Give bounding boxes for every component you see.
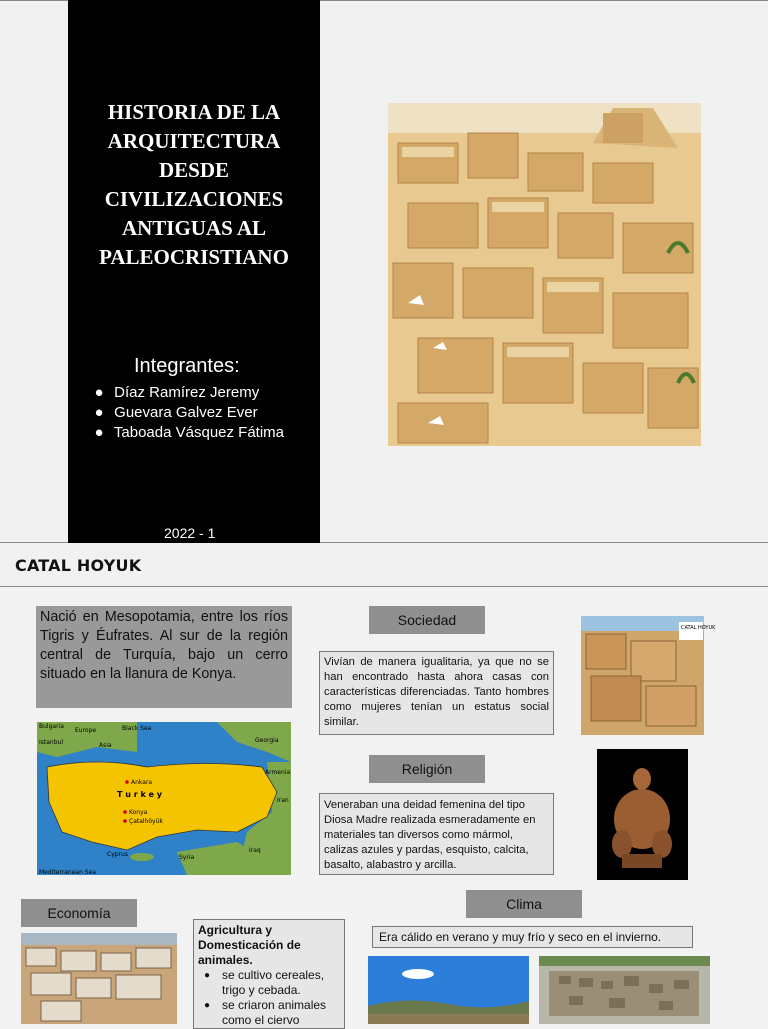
map-label: Mediterranean Sea [39,869,96,876]
religion-text: Veneraban una deidad femenina del tipo Diosa Madre realizada esmeradamente en materiales tan diversos como mármol, calizas azules y pardas, esquisto, calcita, basalto, alabastro y arcilla. [319,793,554,875]
member-name: Díaz Ramírez Jeremy [114,384,260,401]
cover-year: 2022 - 1 [164,525,216,541]
sociedad-text: Vivían de manera igualitaria, ya que no se han encontrado hasta ahora casas con características diferenciadas. Tanto hombres como mujeres tenían un estatus social similar. [319,651,554,735]
map-label: Bulgaria [39,723,64,730]
bullet-icon: ● [94,424,104,441]
map-label: Georgia [255,737,279,744]
agriculture-item: ● se criaron animales como el ciervo [198,998,340,1028]
map-label: Konya [129,809,148,816]
agriculture-item: ● se cultivo cereales, trigo y cebada. [198,968,340,998]
agriculture-title: Agricultura y Domesticación de animales. [198,923,301,967]
image-caption: CATAL HOYUK [681,625,716,631]
map-label: Istanbul [39,739,64,746]
map-label: T u r k e y [117,790,162,799]
map-label: Armenia [265,769,291,776]
turkey-map [37,722,291,875]
map-label: Çatalhöyük [129,818,163,825]
economia-label: Economía [21,899,137,927]
village-settlement-image [21,933,177,1024]
member-name: Guevara Galvez Ever [114,404,258,421]
catalhoyuk-marker [123,819,127,823]
bullet-icon: ● [94,404,104,421]
cover-title: HISTORIA DE LA ARQUITECTURA DESDE CIVILIZACIONES ANTIGUAS AL PALEOCRISTIANO [99,100,289,269]
agriculture-box [193,919,345,1029]
map-label: Europe [75,727,97,734]
ankara-marker [125,780,129,784]
map-label: Syria [179,854,195,861]
member-item [88,383,320,403]
member-name: Taboada Vásquez Fátima [113,424,285,441]
religion-label: Religión [369,755,485,783]
map-label: Ankara [131,779,153,786]
landscape-photo-excavation [539,956,710,1024]
members-list [88,383,320,443]
section-title: CATAL HOYUK [15,556,142,575]
catal-hoyuk-houses-image [581,616,716,735]
clima-label: Clima [466,890,582,918]
map-label: Iran [277,797,289,804]
konya-marker [123,810,127,814]
member-item [88,423,320,443]
map-label: Asia [99,742,112,749]
bullet-icon: ● [94,384,104,401]
ancient-city-illustration [388,103,701,446]
mother-goddess-figurine-image [597,749,688,880]
landscape-photo-sky [368,956,529,1024]
map-label: Iraq [249,847,261,854]
members-heading: Integrantes: [134,355,240,377]
member-item [88,403,320,423]
agriculture-list [198,968,340,1028]
clima-text: Era cálido en verano y muy frío y seco en el invierno. [372,926,693,948]
intro-text-box: Nació en Mesopotamia, entre los ríos Tigris y Éufrates. Al sur de la región central de Turquía, bajo un cerro situado en la llanura de Konya. [36,606,292,708]
map-label: Cyprus [107,851,128,858]
sociedad-label: Sociedad [369,606,485,634]
map-label: Black Sea [122,725,152,732]
